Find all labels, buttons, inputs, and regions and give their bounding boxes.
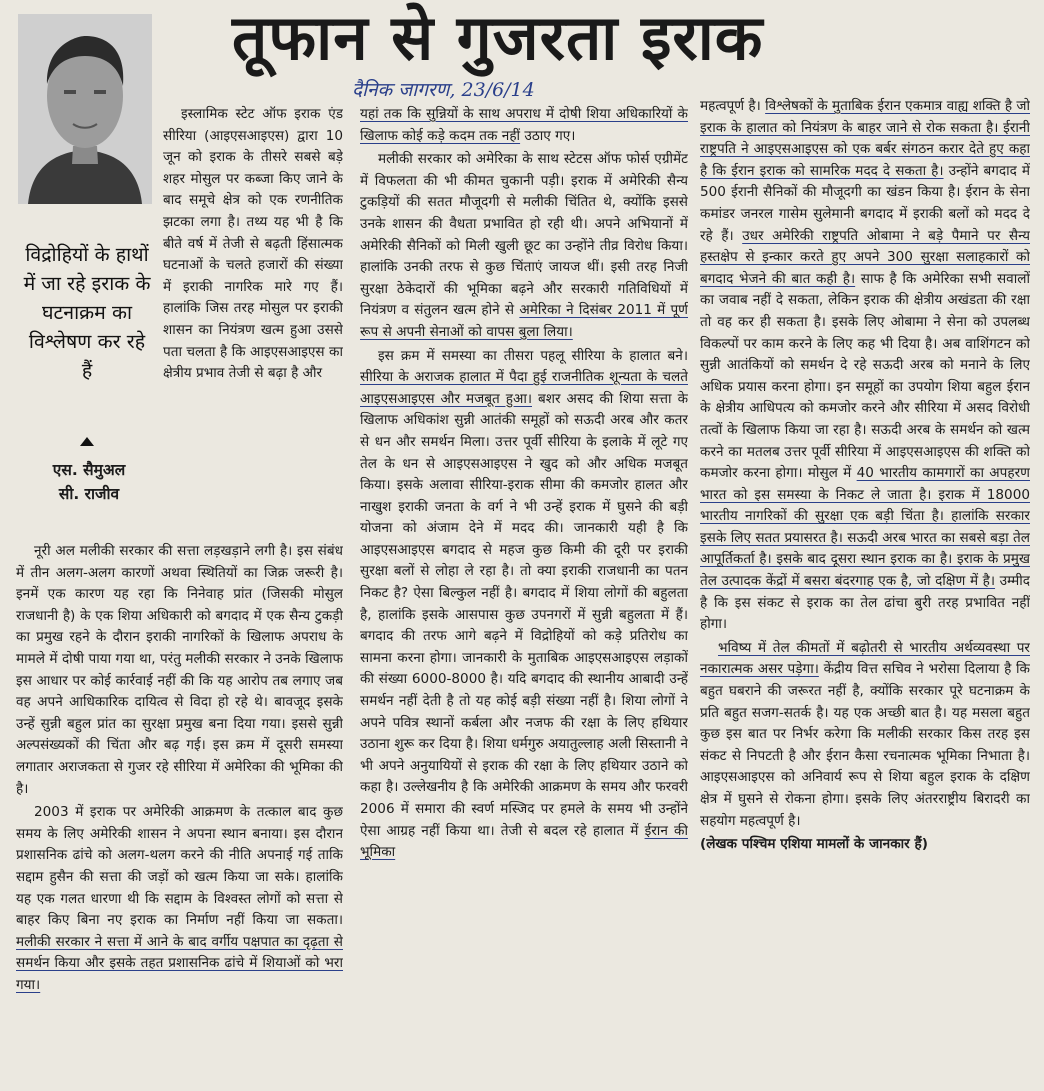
pen-underlined-text: अमेरिका ने दिसंबर 2011 में पूर्ण रूप से अपनी सेनाओं को वापस बुला लिया।: [360, 302, 688, 340]
author-name-2: सी. राजीव: [58, 485, 120, 503]
paragraph: [700, 96, 1030, 636]
text-run: बशर असद की शिया सत्ता के खिलाफ अधिकांश सुन्नी आतंकी समूहों को सऊदी अरब और कतर से धन और समर्थन मिला। उत्तर पूर्वी सीरिया के इलाके में लूटे गए तेल के धन से आइएसआइएस ने खुद को और अधिक मजबूत किया। इसके अलावा सीरिया-इराक सीमा की कमजोर हालत और नाखुश इराकी जनता के वर्ग ने भी उन्हें इराक में घुसने की बड़ी योजना को अंजाम देने में मदद की। जानकारी यही है कि आइएसआइएस बगदाद से महज कुछ किमी की दूरी पर इराकी सुरक्षा बलों से लोहा ले रहा है। तो क्या इराकी राजधानी का पतन निकट है? ऐसा बिल्कुल नहीं है। बगदाद में शिया लोगों की बहुलता है, हालांकि इसके आसपास कुछ उपनगरों में सुन्नी बहुलता में हैं। बगदाद की तरफ आगे बढ़ने में विद्रोहियों को कड़े प्रतिरोध का सामना करना होगा। जानकारी के मुताबिक आइएसआइएस लड़ाकों की संख्या 6000-8000 है। यदि बगदाद की स्थानीय आबादी उन्हें समर्थन नहीं देती है तो यह कोई बड़ी संख्या नहीं है। शिया लोगों ने अपने पवित्र स्थानों कर्बला और नजफ की रक्षा के लिए हथियार उठाना शुरू कर दिया है। शिया धर्मगुरु अयातुल्लाह अली सिस्तानी ने भी अपने अनुयायियों से इराक की रक्षा के लिए हथियार उठाने को कहा है। उल्लेखनीय है कि अमेरिकी आक्रमण के समय और फरवरी 2006 में समारा की स्वर्ण मस्जिद पर हमले के समय भी उन्होंने ऐसा आग्रह नहीं किया था। तेजी से बदल रहे हालात में: [360, 390, 688, 839]
pen-underlined-text: सीरिया के अराजक हालात में पैदा हुई राजनीतिक शून्यता के चलते आइएसआइएस और मजबूत हुआ।: [360, 369, 688, 407]
pen-underlined-text: भविष्य में तेल कीमतों में बढ़ोतरी से भारतीय अर्थव्यवस्था पर नकारात्मक असर पड़ेगा।: [700, 639, 1030, 678]
pen-underlined-text: ईरान की भूमिका: [360, 822, 688, 861]
paragraph: इस्लामिक स्टेट ऑफ इराक एंड सीरिया (आइएसआइएस) द्वारा 10 जून को इराक के तीसरे सबसे बड़े शहर मोसुल पर कब्जा किए जाने के बाद समूचे क्षेत्र को एक रणनीतिक झटका लगा है। तथ्य यह भी है कि बीते वर्ष में तेजी से बढ़ती हिंसात्मक घटनाओं के चलते हजारों की संख्या में इराकी नागरिक मारे गए हैं। हालांकि जिस तरह मोसुल पर इराकी शासन का नियंत्रण खत्म हुआ उससे पता चलता है कि आइएसआइएस का क्षेत्रीय प्रभाव तेजी से बढ़ा है और: [163, 106, 343, 382]
author-byline: [30, 458, 148, 506]
pen-underlined-text: मलीकी सरकार ने सत्ता में आने के बाद वर्गीय पक्षपात का दृढ़ता से समर्थन किया और इसके तहत प्रशासनिक ढांचे में शियाओं को भरा गया।: [16, 933, 343, 993]
text-run: महत्वपूर्ण है।: [700, 98, 761, 114]
text-run: उन्होंने बगदाद में 500 ईरानी सैनिकों की मौजूदगी का खंडन किया है। ईरान के सेना कमांडर जनरल गासेम सुलेमानी बगदाद में इराकी बलों को मदद दे रहे हैं।: [700, 162, 1030, 244]
pen-underlined-text: 40 भारतीय कामगारों का अपहरण भारत को इस समस्या के निकट ले जाता है। इराक में 18000 भारतीय नागरिकों की सुरक्षा एक बड़ी चिंता है। हालांकि सरकार इसके लिए सतत प्रयासरत है। सऊदी अरब भारत का सबसे बड़ा तेल आपूर्तिकर्ता है। इसके बाद दूसरा स्थान इराक का है। इराक के प्रमुख तेल उत्पादक केंद्रों में बसरा बंदरगाह एक है, जो दक्षिण में है।: [700, 465, 1030, 590]
headline: तूफान से गुजरता इराक: [232, 1, 764, 74]
pen-underlined-text: यहां तक कि सुन्नियों के साथ अपराध में दोषी शिया अधिकारियों के खिलाफ कोई कड़े कदम तक नहीं: [360, 106, 688, 144]
paragraph: नूरी अल मलीकी सरकार की सत्ता लड़खड़ाने लगी है। इस संबंध में तीन अलग-अलग कारणों अथवा स्थितियों का जिक्र जरूरी है। इनमें एक कारण यह रहा कि निनेवाह प्रांत (जिसकी मोसुल राजधानी है) के एक शिया अधिकारी को बगदाद में एक सैन्य टुकड़ी का प्रमुख रहने के दौरान इराकी नागरिकों के खिलाफ अपराध के मामले में दोषी पाया गया था, परंतु मलीकी सरकार ने उनके खिलाफ इस आधार पर कोई कार्रवाई नहीं की कि यह आरोप तब लगाए जब वह अपने आधिकारिक दायित्व से विदा हो रहे थे। बावजूद इसके उन्हें सुन्नी बहुल प्रांत का सुरक्षा प्रमुख बना दिया गया। इससे सुन्नी अल्पसंख्यकों की चिंता और बढ़ गई। इस क्रम में दूसरी समस्या लगातार अराजकता से गुजर रहे सीरिया में अमेरिका की भूमिका की है।: [16, 543, 343, 797]
text-run: साफ है कि अमेरिका सभी सवालों का जवाब नहीं दे सकता, लेकिन इराक की क्षेत्रीय अखंडता की रक्षा तो वह कर ही सकता है। इसके लिए ओबामा ने सेना को उपलब्ध विकल्पों पर काम करने के लिए कह भी दिया है। अब वाशिंगटन को सुन्नी आतंकियों को समर्थन दे रहे सऊदी अरब को मनाने के लिए अधिक प्रयास करना होगा। इन समूहों का उपयोग शिया बहुल ईरान के क्षेत्रीय आधिपत्य को कमजोर करने और सीरिया में असद विरोधी तत्वों के खिलाफ किया जा रहा है। सऊदी अरब के समर्थन को खत्म करने का मतलब उत्तर पूर्वी सीरिया में आइएसआइएस की शक्ति को कमजोर करना होगा। मोसुल में: [700, 270, 1030, 482]
text-run: 2003 में इराक पर अमेरिकी आक्रमण के तत्काल बाद कुछ समय के लिए अमेरिकी शासन ने अपना स्थान बनाया। इस दौरान प्रशासनिक ढांचे को अलग-थलग करने की नीति अपनाई गई ताकि सद्दाम हुसैन की सत्ता की जड़ों को खत्म किया जा सके। हालांकि यह एक गलत धारणा थी कि सद्दाम के विश्वस्त लोगों को सत्ता से बाहर किए बिना नए इराक का निर्माण नहीं किया जा सकता।: [16, 804, 343, 929]
pen-underlined-text: उधर अमेरिकी राष्ट्रपति ओबामा ने बड़े पैमाने पर सैन्य हस्तक्षेप से इन्कार करते हुए अपने 300 सुरक्षा सलाहकारों को बगदाद भेजने की बात कही है।: [700, 227, 1030, 287]
article-column-1-top: [163, 104, 343, 544]
teaser-text: विद्रोहियों के हाथों में जा रहे इराक के घटनाक्रम का विश्लेषण कर रहे हैं: [23, 243, 151, 382]
article-column-2: [360, 104, 688, 1084]
text-run: केंद्रीय वित्त सचिव ने भरोसा दिलाया है कि बहुत घबराने की जरूरत नहीं है, क्योंकि सरकार पूरे घटनाक्रम के प्रति बहुत सजग-सतर्क है। यह एक अच्छी बात है। यह मसला बहुत कुछ इस बात पर निर्भर करेगा कि मलीकी सरकार किस तरह इस संकट से निपटती है और ईरान कैसा रचनात्मक भूमिका निभाता है। आइएसआइएस को अनिवार्य रूप से शिया बहुल इराक के दक्षिण क्षेत्र में घुसने से रोकना होगा। इसके लिए अंतरराष्ट्रीय बिरादरी का सहयोग महत्वपूर्ण है।: [700, 661, 1030, 829]
paragraph: [700, 638, 1030, 832]
handwritten-date-note: दैनिक जागरण, 23/6/14: [352, 79, 535, 101]
paragraph: [360, 346, 688, 864]
paragraph: [360, 149, 688, 343]
triangle-marker-icon: [80, 437, 94, 446]
author-photo: [18, 14, 152, 204]
text-run: उम्मीद है कि इस संकट से इराक का तेल ढांचा बुरी तरह प्रभावित नहीं होगा।: [700, 573, 1030, 633]
paragraph: [16, 802, 343, 996]
text-run: इस क्रम में समस्या का तीसरा पहलू सीरिया के हालात बने।: [378, 347, 688, 364]
author-credit-line: (लेखक पश्चिम एशिया मामलों के जानकार हैं): [700, 836, 928, 853]
text-run: मलीकी सरकार को अमेरिका के साथ स्टेटस ऑफ फोर्स एग्रीमेंट में विफलता की भी कीमत चुकानी पड़ी। इराक में अमेरिकी सैन्य टुकड़ियों की सतत मौजूदगी से मलीकी चिंतित थे, क्योंकि इससे उनके शासन की वैधता प्रभावित हो रही थी। अपने अभियानों में अमेरिकी सैनिकों को मिली खुली छूट का उन्होंने तीव्र विरोध किया। हालांकि उनकी तरफ से कुछ चिंताएं जायज थीं। इसी तरह निजी सुरक्षा ठेकेदारों की भूमिका बढ़ने और सरकारी गतिविधियों में नियंत्रण व संतुलन खत्म होने से: [360, 151, 688, 319]
author-name-1: एस. सैमुअल: [52, 461, 126, 479]
paragraph: [360, 104, 688, 147]
text-run: उठाए गए।: [524, 127, 576, 144]
article-column-3: [700, 96, 1030, 1082]
pen-underlined-text: विश्लेषकों के मुताबिक ईरान एकमात्र वाह्य शक्ति है जो इराक के हालात को नियंत्रण के बाहर जाने से रोक सकता है। ईरानी राष्ट्रपति ने आइएसआइएस को एक बर्बर संगठन करार देते हुए कहा है कि ईरान इराक को सामरिक मदद दे सकता है।: [700, 98, 1030, 179]
article-column-1-bottom: [16, 541, 343, 1086]
